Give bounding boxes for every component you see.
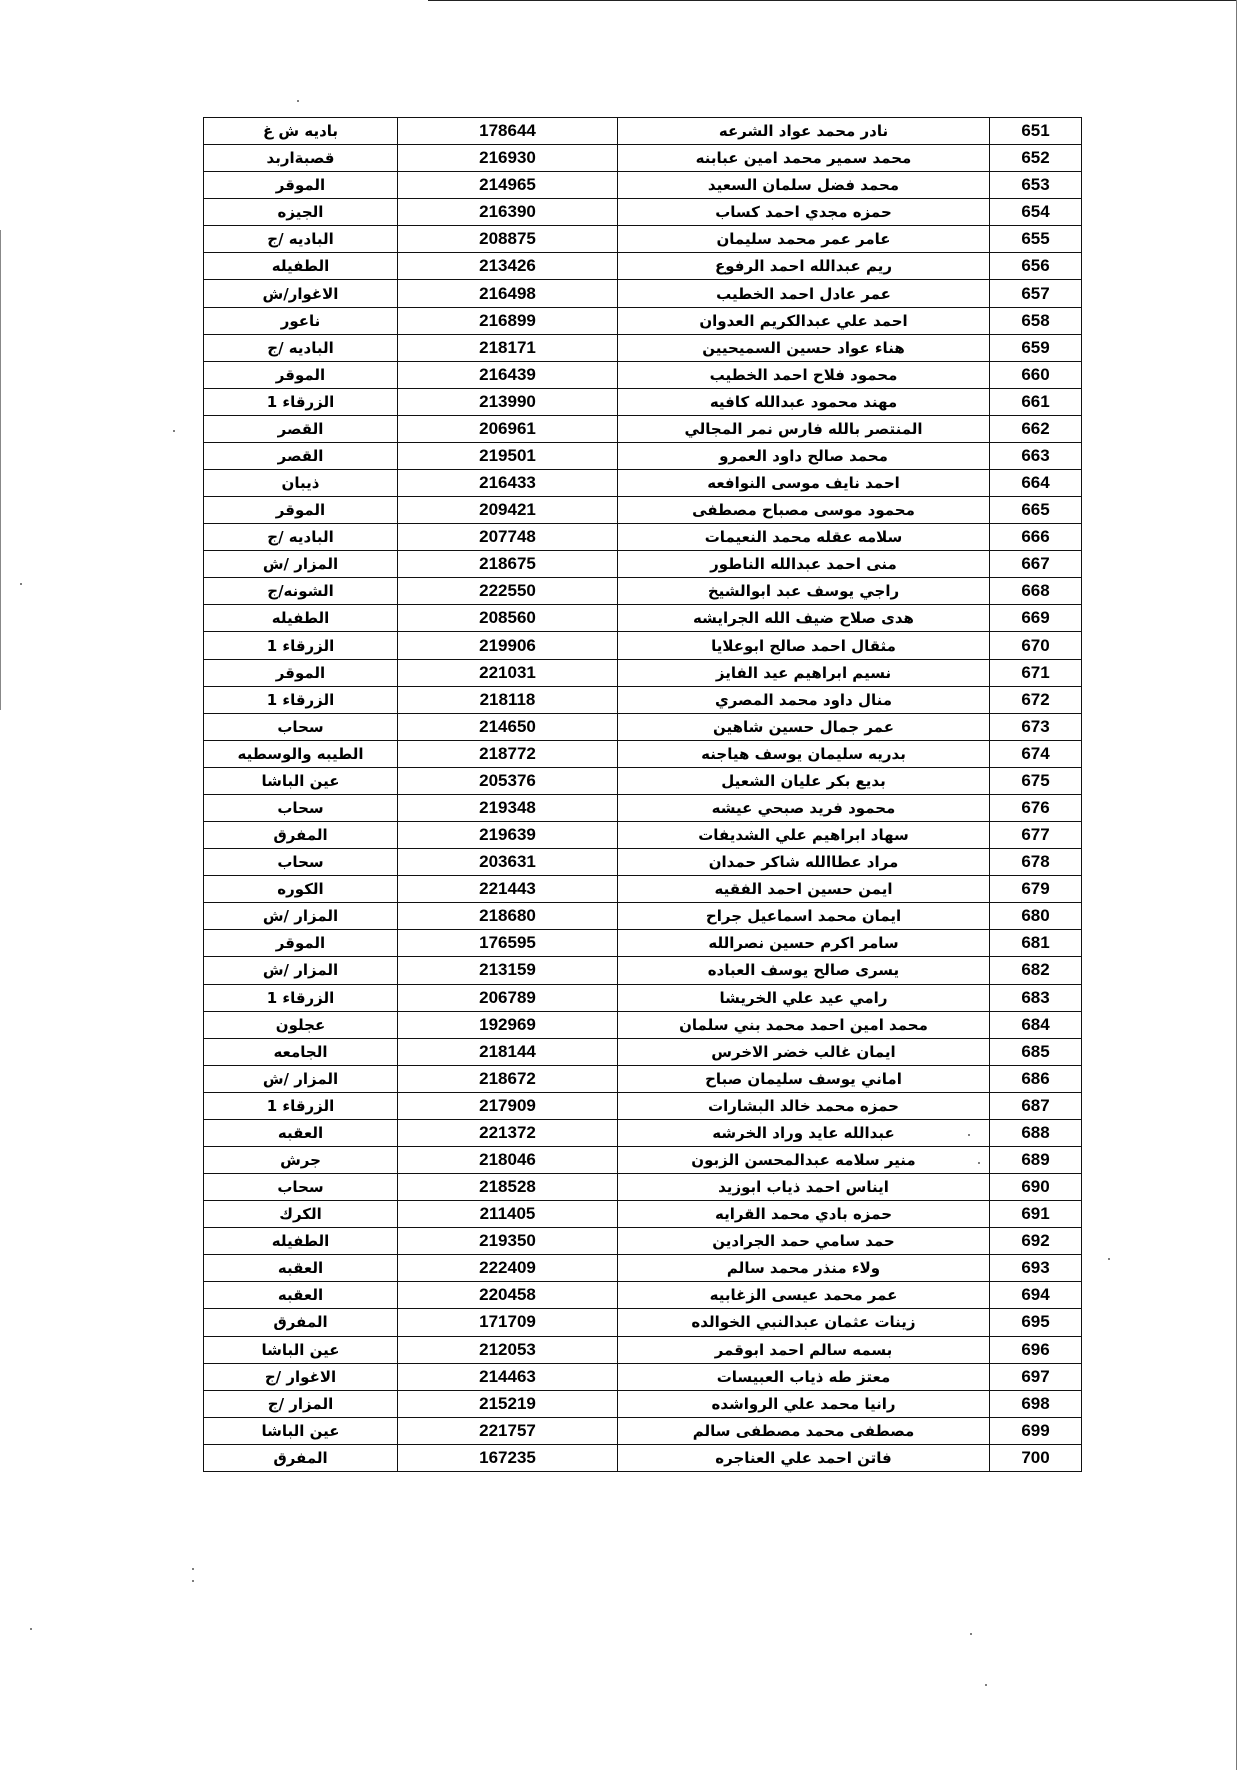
table-row (204, 1038, 1082, 1065)
id-number-cell: 219501 (398, 442, 618, 469)
name-cell: ايمان غالب خضر الاخرس (618, 1038, 990, 1065)
serial-number-cell: 663 (990, 442, 1082, 469)
table-row (204, 1146, 1082, 1173)
area-cell: الباديه /ج (204, 524, 398, 551)
name-cell: بديع بكر عليان الشعيل (618, 767, 990, 794)
id-number-cell: 218680 (398, 903, 618, 930)
table-row (204, 334, 1082, 361)
id-number-cell: 167235 (398, 1444, 618, 1471)
id-number-cell: 218772 (398, 740, 618, 767)
table-row (204, 1065, 1082, 1092)
name-cell: عبدالله عايد وراد الخرشه (618, 1119, 990, 1146)
serial-number-cell: 681 (990, 930, 1082, 957)
id-number-cell: 218672 (398, 1065, 618, 1092)
name-cell: حمد سامي حمد الجرادين (618, 1228, 990, 1255)
table-row (204, 1282, 1082, 1309)
roster-table (203, 117, 1082, 1472)
name-cell: عمر جمال حسين شاهين (618, 713, 990, 740)
area-cell: الطفيله (204, 253, 398, 280)
roster-body (204, 118, 1082, 1472)
area-cell: الطفيله (204, 1228, 398, 1255)
name-cell: عامر عمر محمد سليمان (618, 226, 990, 253)
name-cell: محمود فريد صبحي عيشه (618, 794, 990, 821)
table-row (204, 849, 1082, 876)
table-row (204, 1092, 1082, 1119)
serial-number-cell: 674 (990, 740, 1082, 767)
table-row (204, 984, 1082, 1011)
name-cell: ايمن حسين احمد الفقيه (618, 876, 990, 903)
name-cell: هناء عواد حسين السميحيين (618, 334, 990, 361)
id-number-cell: 216390 (398, 199, 618, 226)
id-number-cell: 206789 (398, 984, 618, 1011)
table-row (204, 876, 1082, 903)
name-cell: بدريه سليمان يوسف هياجنه (618, 740, 990, 767)
area-cell: المفرق (204, 1309, 398, 1336)
area-cell: القصر (204, 442, 398, 469)
name-cell: سهاد ابراهيم علي الشديفات (618, 822, 990, 849)
area-cell: الزرقاء 1 (204, 388, 398, 415)
id-number-cell: 218528 (398, 1174, 618, 1201)
serial-number-cell: 664 (990, 470, 1082, 497)
area-cell: سحاب (204, 1174, 398, 1201)
serial-number-cell: 696 (990, 1336, 1082, 1363)
name-cell: ريم عبدالله احمد الرفوع (618, 253, 990, 280)
serial-number-cell: 656 (990, 253, 1082, 280)
name-cell: عمر محمد عيسى الزغابيه (618, 1282, 990, 1309)
area-cell: الكرك (204, 1201, 398, 1228)
table-row (204, 740, 1082, 767)
id-number-cell: 213159 (398, 957, 618, 984)
area-cell: الموقر (204, 361, 398, 388)
name-cell: احمد نايف موسى النوافعه (618, 470, 990, 497)
name-cell: مثقال احمد صالح ابوعلايا (618, 632, 990, 659)
id-number-cell: 216439 (398, 361, 618, 388)
serial-number-cell: 677 (990, 822, 1082, 849)
name-cell: ايناس احمد ذياب ابوزيد (618, 1174, 990, 1201)
serial-number-cell: 689 (990, 1146, 1082, 1173)
serial-number-cell: 687 (990, 1092, 1082, 1119)
name-cell: نسيم ابراهيم عيد الفايز (618, 659, 990, 686)
serial-number-cell: 652 (990, 145, 1082, 172)
name-cell: محمد سمير محمد امين عبابنه (618, 145, 990, 172)
id-number-cell: 216433 (398, 470, 618, 497)
serial-number-cell: 673 (990, 713, 1082, 740)
serial-number-cell: 700 (990, 1444, 1082, 1471)
area-cell: سحاب (204, 849, 398, 876)
name-cell: محمد صالح داود العمرو (618, 442, 990, 469)
name-cell: سلامه عقله محمد النعيمات (618, 524, 990, 551)
area-cell: الباديه /ج (204, 226, 398, 253)
table-row (204, 524, 1082, 551)
scan-speck (30, 1628, 32, 1630)
name-cell: سامر اكرم حسين نصرالله (618, 930, 990, 957)
serial-number-cell: 662 (990, 415, 1082, 442)
serial-number-cell: 694 (990, 1282, 1082, 1309)
serial-number-cell: 669 (990, 605, 1082, 632)
name-cell: محمود فلاح احمد الخطيب (618, 361, 990, 388)
table-row (204, 1444, 1082, 1471)
id-number-cell: 205376 (398, 767, 618, 794)
name-cell: مصطفى محمد مصطفى سالم (618, 1417, 990, 1444)
area-cell: الجامعه (204, 1038, 398, 1065)
serial-number-cell: 659 (990, 334, 1082, 361)
area-cell: ناعور (204, 307, 398, 334)
table-row (204, 1417, 1082, 1444)
table-row (204, 1309, 1082, 1336)
id-number-cell: 216899 (398, 307, 618, 334)
name-cell: محمد امين احمد محمد بني سلمان (618, 1011, 990, 1038)
area-cell: الباديه /ج (204, 334, 398, 361)
table-row (204, 551, 1082, 578)
id-number-cell: 212053 (398, 1336, 618, 1363)
table-row (204, 1011, 1082, 1038)
id-number-cell: 213426 (398, 253, 618, 280)
table-row (204, 659, 1082, 686)
area-cell: الزرقاء 1 (204, 686, 398, 713)
area-cell: الاغوار /ج (204, 1363, 398, 1390)
area-cell: المزار /ش (204, 1065, 398, 1092)
id-number-cell: 218046 (398, 1146, 618, 1173)
scan-speck (192, 1580, 194, 1582)
serial-number-cell: 651 (990, 118, 1082, 145)
name-cell: منير سلامه عبدالمحسن الزبون (618, 1146, 990, 1173)
area-cell: الطيبه والوسطيه (204, 740, 398, 767)
serial-number-cell: 691 (990, 1201, 1082, 1228)
id-number-cell: 214463 (398, 1363, 618, 1390)
serial-number-cell: 679 (990, 876, 1082, 903)
id-number-cell: 176595 (398, 930, 618, 957)
name-cell: زينات عثمان عبدالنبي الخوالده (618, 1309, 990, 1336)
serial-number-cell: 683 (990, 984, 1082, 1011)
name-cell: منى احمد عبدالله الناطور (618, 551, 990, 578)
name-cell: مهند محمود عبدالله كافيه (618, 388, 990, 415)
serial-number-cell: 688 (990, 1119, 1082, 1146)
table-row (204, 1390, 1082, 1417)
table-row (204, 713, 1082, 740)
table-row (204, 1174, 1082, 1201)
scan-left-edge (0, 230, 1, 710)
id-number-cell: 216498 (398, 280, 618, 307)
name-cell: رانيا محمد علي الرواشده (618, 1390, 990, 1417)
table-row (204, 1336, 1082, 1363)
name-cell: عمر عادل احمد الخطيب (618, 280, 990, 307)
table-row (204, 415, 1082, 442)
serial-number-cell: 653 (990, 172, 1082, 199)
id-number-cell: 219348 (398, 794, 618, 821)
serial-number-cell: 667 (990, 551, 1082, 578)
id-number-cell: 211405 (398, 1201, 618, 1228)
table-row (204, 822, 1082, 849)
table-row (204, 1255, 1082, 1282)
serial-number-cell: 658 (990, 307, 1082, 334)
table-row (204, 307, 1082, 334)
area-cell: الاغوار/ش (204, 280, 398, 307)
area-cell: قصبةاربد (204, 145, 398, 172)
id-number-cell: 221031 (398, 659, 618, 686)
area-cell: الموقر (204, 930, 398, 957)
table-row (204, 957, 1082, 984)
serial-number-cell: 671 (990, 659, 1082, 686)
area-cell: المفرق (204, 822, 398, 849)
id-number-cell: 218144 (398, 1038, 618, 1065)
area-cell: جرش (204, 1146, 398, 1173)
scan-speck (985, 1684, 987, 1686)
name-cell: بسمه سالم احمد ابوقمر (618, 1336, 990, 1363)
name-cell: ايمان محمد اسماعيل جراح (618, 903, 990, 930)
id-number-cell: 218118 (398, 686, 618, 713)
name-cell: حمزه مجدي احمد كساب (618, 199, 990, 226)
area-cell: عين الباشا (204, 1336, 398, 1363)
table-row (204, 470, 1082, 497)
area-cell: الموقر (204, 659, 398, 686)
table-row (204, 1363, 1082, 1390)
serial-number-cell: 678 (990, 849, 1082, 876)
table-row (204, 497, 1082, 524)
id-number-cell: 215219 (398, 1390, 618, 1417)
table-row (204, 930, 1082, 957)
name-cell: فاتن احمد علي العناجره (618, 1444, 990, 1471)
area-cell: المزار /ج (204, 1390, 398, 1417)
id-number-cell: 222550 (398, 578, 618, 605)
serial-number-cell: 661 (990, 388, 1082, 415)
area-cell: العقبه (204, 1255, 398, 1282)
name-cell: نادر محمد عواد الشرعه (618, 118, 990, 145)
name-cell: مراد عطاالله شاكر حمدان (618, 849, 990, 876)
name-cell: المنتصر بالله فارس نمر المجالي (618, 415, 990, 442)
id-number-cell: 208560 (398, 605, 618, 632)
id-number-cell: 218171 (398, 334, 618, 361)
name-cell: هدى صلاح ضيف الله الجرايشه (618, 605, 990, 632)
serial-number-cell: 655 (990, 226, 1082, 253)
id-number-cell: 219350 (398, 1228, 618, 1255)
id-number-cell: 213990 (398, 388, 618, 415)
area-cell: العقبه (204, 1282, 398, 1309)
table-row (204, 118, 1082, 145)
area-cell: الزرقاء 1 (204, 984, 398, 1011)
id-number-cell: 192969 (398, 1011, 618, 1038)
area-cell: ذيبان (204, 470, 398, 497)
table-row (204, 442, 1082, 469)
serial-number-cell: 675 (990, 767, 1082, 794)
id-number-cell: 219906 (398, 632, 618, 659)
name-cell: راجي يوسف عبد ابوالشيخ (618, 578, 990, 605)
serial-number-cell: 676 (990, 794, 1082, 821)
area-cell: الموقر (204, 172, 398, 199)
id-number-cell: 219639 (398, 822, 618, 849)
name-cell: اماني يوسف سليمان صباح (618, 1065, 990, 1092)
table-row (204, 632, 1082, 659)
name-cell: رامي عيد علي الخريشا (618, 984, 990, 1011)
serial-number-cell: 692 (990, 1228, 1082, 1255)
name-cell: حمزه محمد خالد البشارات (618, 1092, 990, 1119)
table-row (204, 794, 1082, 821)
id-number-cell: 221372 (398, 1119, 618, 1146)
serial-number-cell: 685 (990, 1038, 1082, 1065)
serial-number-cell: 670 (990, 632, 1082, 659)
table-row (204, 903, 1082, 930)
id-number-cell: 207748 (398, 524, 618, 551)
name-cell: معتز طه ذياب العبيسات (618, 1363, 990, 1390)
serial-number-cell: 680 (990, 903, 1082, 930)
table-row (204, 172, 1082, 199)
area-cell: عجلون (204, 1011, 398, 1038)
serial-number-cell: 660 (990, 361, 1082, 388)
id-number-cell: 216930 (398, 145, 618, 172)
serial-number-cell: 665 (990, 497, 1082, 524)
id-number-cell: 178644 (398, 118, 618, 145)
area-cell: الموقر (204, 497, 398, 524)
area-cell: المفرق (204, 1444, 398, 1471)
id-number-cell: 214650 (398, 713, 618, 740)
serial-number-cell: 698 (990, 1390, 1082, 1417)
table-row (204, 578, 1082, 605)
scan-speck (20, 583, 22, 585)
scan-speck (1108, 1258, 1110, 1260)
serial-number-cell: 690 (990, 1174, 1082, 1201)
serial-number-cell: 693 (990, 1255, 1082, 1282)
area-cell: سحاب (204, 794, 398, 821)
area-cell: الجيزه (204, 199, 398, 226)
serial-number-cell: 684 (990, 1011, 1082, 1038)
table-row (204, 361, 1082, 388)
serial-number-cell: 686 (990, 1065, 1082, 1092)
area-cell: سحاب (204, 713, 398, 740)
serial-number-cell: 697 (990, 1363, 1082, 1390)
name-cell: ولاء منذر محمد سالم (618, 1255, 990, 1282)
table-row (204, 388, 1082, 415)
id-number-cell: 214965 (398, 172, 618, 199)
id-number-cell: 208875 (398, 226, 618, 253)
area-cell: المزار /ش (204, 957, 398, 984)
table-row (204, 199, 1082, 226)
table-row (204, 145, 1082, 172)
table-row (204, 253, 1082, 280)
serial-number-cell: 672 (990, 686, 1082, 713)
name-cell: محمود موسى مصباح مصطفى (618, 497, 990, 524)
table-row (204, 1119, 1082, 1146)
name-cell: احمد علي عبدالكريم العدوان (618, 307, 990, 334)
table-row (204, 605, 1082, 632)
serial-number-cell: 682 (990, 957, 1082, 984)
area-cell: الزرقاء 1 (204, 1092, 398, 1119)
id-number-cell: 209421 (398, 497, 618, 524)
table-row (204, 686, 1082, 713)
serial-number-cell: 657 (990, 280, 1082, 307)
area-cell: الزرقاء 1 (204, 632, 398, 659)
id-number-cell: 221757 (398, 1417, 618, 1444)
id-number-cell: 221443 (398, 876, 618, 903)
scan-speck (970, 1633, 972, 1635)
area-cell: الطفيله (204, 605, 398, 632)
id-number-cell: 203631 (398, 849, 618, 876)
area-cell: عين الباشا (204, 1417, 398, 1444)
serial-number-cell: 668 (990, 578, 1082, 605)
scan-speck (192, 1568, 194, 1570)
id-number-cell: 171709 (398, 1309, 618, 1336)
serial-number-cell: 695 (990, 1309, 1082, 1336)
table-row (204, 226, 1082, 253)
scan-speck (297, 100, 299, 102)
id-number-cell: 206961 (398, 415, 618, 442)
area-cell: الشونه/ج (204, 578, 398, 605)
id-number-cell: 222409 (398, 1255, 618, 1282)
serial-number-cell: 666 (990, 524, 1082, 551)
name-cell: منال داود محمد المصري (618, 686, 990, 713)
serial-number-cell: 699 (990, 1417, 1082, 1444)
id-number-cell: 217909 (398, 1092, 618, 1119)
area-cell: باديه ش غ (204, 118, 398, 145)
area-cell: الكوره (204, 876, 398, 903)
serial-number-cell: 654 (990, 199, 1082, 226)
area-cell: المزار /ش (204, 551, 398, 578)
id-number-cell: 218675 (398, 551, 618, 578)
table-row (204, 280, 1082, 307)
table-row (204, 1228, 1082, 1255)
name-cell: محمد فضل سلمان السعيد (618, 172, 990, 199)
area-cell: عين الباشا (204, 767, 398, 794)
name-cell: يسرى صالح يوسف العباده (618, 957, 990, 984)
area-cell: العقبه (204, 1119, 398, 1146)
scan-speck (173, 430, 175, 432)
table-row (204, 1201, 1082, 1228)
table-row (204, 767, 1082, 794)
area-cell: القصر (204, 415, 398, 442)
area-cell: المزار /ش (204, 903, 398, 930)
id-number-cell: 220458 (398, 1282, 618, 1309)
name-cell: حمزه بادي محمد القرايه (618, 1201, 990, 1228)
scan-top-border (428, 0, 1237, 1)
